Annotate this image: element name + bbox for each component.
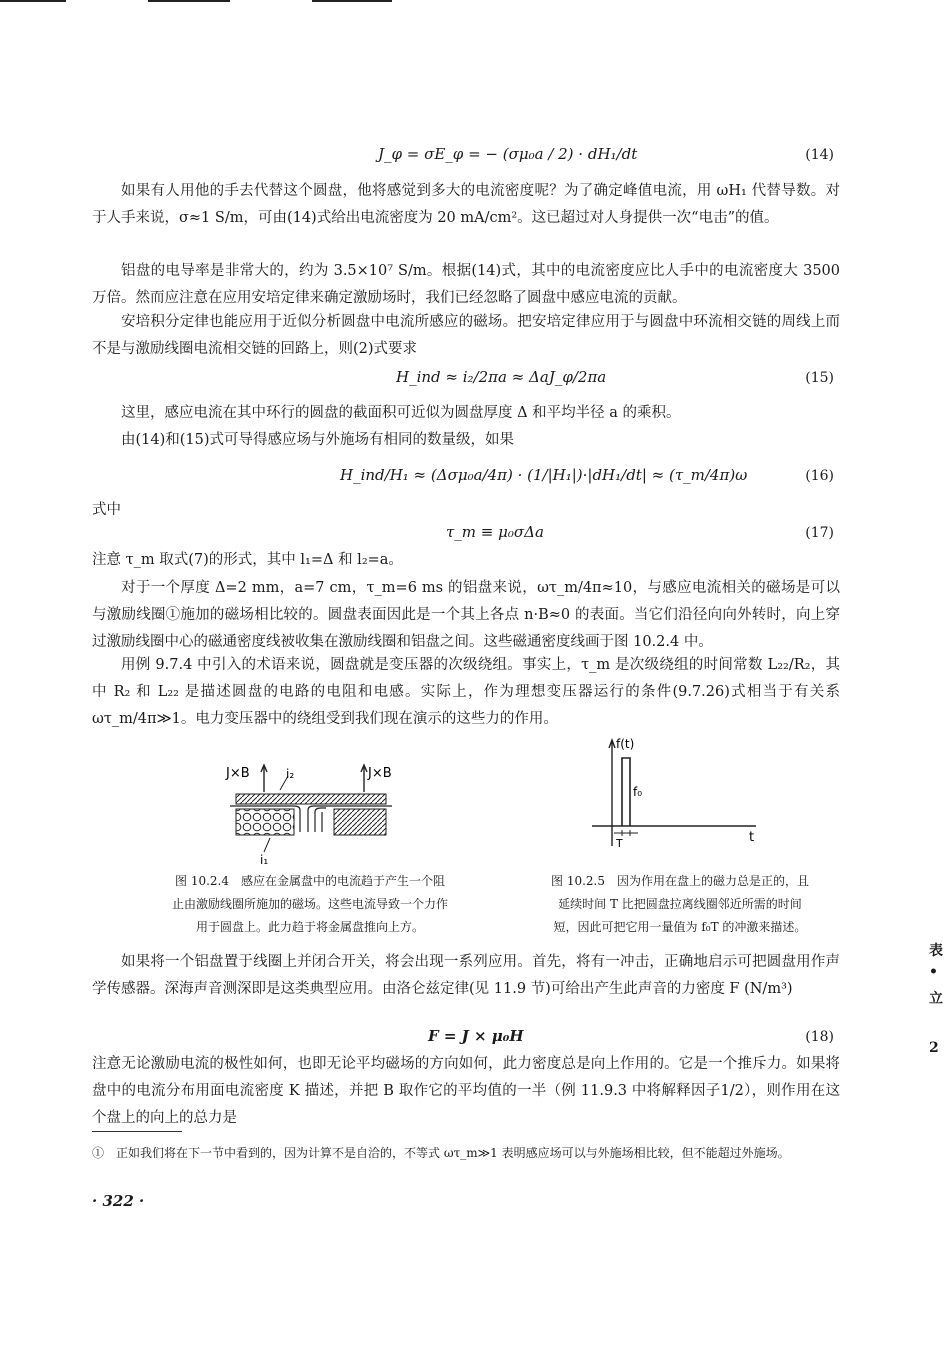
force-arrow-right — [361, 765, 367, 792]
equation-16: H_ind/H₁ ≈ (Δσμ₀a/4π) · (1/|H₁|)·|dH₁/dt| ≈ (τ_m/4π)ω — [340, 466, 748, 484]
label-ft: f(t) — [616, 737, 635, 751]
label-i1: i₁ — [260, 853, 269, 867]
label-jxb-right: J×B — [368, 766, 392, 781]
equation-18: F = J × μ₀H — [428, 1027, 524, 1045]
margin-mark-3: 立 — [929, 991, 943, 1007]
paragraph-3: 安培积分定律也能应用于近似分析圆盘中电流所感应的磁场。把安培定律应用于与圆盘中环流相交链的周线上而不是与激励线圈电流相交链的回路上，则(2)式要求 — [92, 314, 840, 357]
paragraph-10: 如果将一个铝盘置于线圈上并闭合开关，将会出现一系列应用。首先，将有一冲击，正确地启示可把圆盘用作声学传感器。深海声音测深即是这类典型应用。由洛仑兹定律(见 11.9 节)可给出产生此声音的力密度 F (N/m³) — [92, 954, 840, 997]
caption-10-2-4-line3: 用于圆盘上。此力趋于将金属盘推向上方。 — [195, 920, 424, 934]
paragraph-7: 注意 τ_m 取式(7)的形式，其中 l₁=Δ 和 l₂=a。 — [92, 552, 403, 568]
equation-18-number: (18) — [805, 1029, 834, 1045]
coil-left — [236, 809, 294, 835]
paragraph-8: 对于一个厚度 Δ=2 mm，a=7 cm，τ_m=6 ms 的铝盘来说，ωτ_m/4π≈10，与感应电流相关的磁场是可以与激励线圈①施加的磁场相比较的。圆盘表面因此是一个其上各点 n·B≈0 的表面。当它们沿径向向外转时，向上穿过激励线圈中心的磁通密度线被收集在激励线圈和铝盘之间。这些磁通密度线画于图 10.2.4 中。 — [92, 580, 840, 650]
paragraph-4: 这里，感应电流在其中环行的圆盘的截面积可近似为圆盘厚度 Δ 和平均半径 a 的乘积。 — [121, 405, 681, 421]
paragraph-5: 由(14)和(15)式可导得感应场与外施场有相同的数量级，如果 — [121, 432, 515, 448]
pulse-mark — [622, 758, 630, 826]
coil-right — [334, 809, 386, 835]
top-rule-1 — [0, 0, 66, 2]
equation-14: J_φ = σE_φ = − (σμ₀a / 2) · dH₁/dt — [378, 145, 638, 163]
paragraph-6: 式中 — [92, 502, 121, 518]
label-jxb-left: J×B — [226, 766, 250, 781]
equation-17-number: (17) — [805, 525, 834, 541]
equation-17: τ_m ≡ μ₀σΔa — [446, 523, 544, 541]
paragraph-2: 铝盘的电导率是非常大的，约为 3.5×10⁷ S/m。根据(14)式，其中的电流密度应比人手中的电流密度大 3500 万倍。然而应注意在应用安培定律来确定激励场时，我们已经忽略了圆盘中感应电流的贡献。 — [92, 263, 840, 306]
caption-10-2-5-line3: 短，因此可把它用一量值为 f₀T 的冲激来描述。 — [553, 920, 807, 934]
footnote-rule — [92, 1131, 182, 1132]
margin-mark-4: 2 — [929, 1040, 939, 1056]
caption-10-2-4-line2: 止由激励线圈所施加的磁场。这些电流导致一个力作 — [171, 897, 448, 911]
page-number: · 322 · — [92, 1192, 145, 1210]
label-t: t — [749, 830, 755, 845]
label-T: T — [616, 837, 623, 850]
margin-mark-2: • — [929, 964, 938, 980]
figure-10-2-4 — [222, 752, 422, 867]
caption-10-2-5-line2: 延续时间 T 比把圆盘拉离线圈邻近所需的时间 — [558, 897, 802, 911]
figure-10-2-5 — [584, 734, 774, 850]
top-rule-3 — [312, 0, 392, 2]
equation-16-number: (16) — [805, 468, 834, 484]
paragraph-9: 用例 9.7.4 中引入的术语来说，圆盘就是变压器的次级绕组。事实上，τ_m 是次级绕组的时间常数 L₂₂/R₂，其中 R₂ 和 L₂₂ 是描述圆盘的电路的电阻和电感。实际上，作为理想变压器运行的条件(9.7.26)式相当于有关系 ωτ_m/4π≫1。电力变压器中的绕组受到我们现在演示的这些力的作用。 — [92, 657, 840, 727]
top-rule-2 — [148, 0, 230, 2]
label-i2: i₂ — [286, 767, 295, 781]
equation-15-number: (15) — [805, 370, 834, 386]
caption-10-2-5-line1: 图 10.2.5 因为作用在盘上的磁力总是正的，且 — [551, 874, 809, 888]
equation-14-number: (14) — [805, 147, 834, 163]
label-f0: f₀ — [633, 785, 643, 799]
paragraph-1: 如果有人用他的手去代替这个圆盘，他将感觉到多大的电流密度呢？为了确定峰值电流，用 ωH₁ 代替导数。对于人手来说，σ≈1 S/m，可由(14)式给出电流密度为 20 mA/cm²。这已超过对人身提供一次“电击”的值。 — [92, 183, 840, 226]
caption-10-2-4-line1: 图 10.2.4 感应在金属盘中的电流趋于产生一个阻 — [175, 874, 445, 888]
margin-mark-1: 表 — [929, 943, 943, 959]
metal-disk — [236, 794, 386, 804]
force-arrow-left — [261, 765, 267, 792]
paragraph-11: 注意无论激励电流的极性如何，也即无论平均磁场的方向如何，此力密度总是向上作用的。它是一个推斥力。如果将盘中的电流分布用面电流密度 K 描述，并把 B 取作它的平均值的一半（例 11.9.3 中将解释因子1/2），则作用在这个盘上的向上的总力是 — [92, 1056, 840, 1126]
footnote: ① 正如我们将在下一节中看到的，因为计算不是自洽的，不等式 ωτ_m≫1 表明感应场可以与外施场相比较，但不能超过外施场。 — [92, 1146, 790, 1160]
y-axis — [609, 740, 615, 846]
equation-15: H_ind ≈ i₂/2πa ≈ ΔaJ_φ/2πa — [396, 368, 607, 386]
